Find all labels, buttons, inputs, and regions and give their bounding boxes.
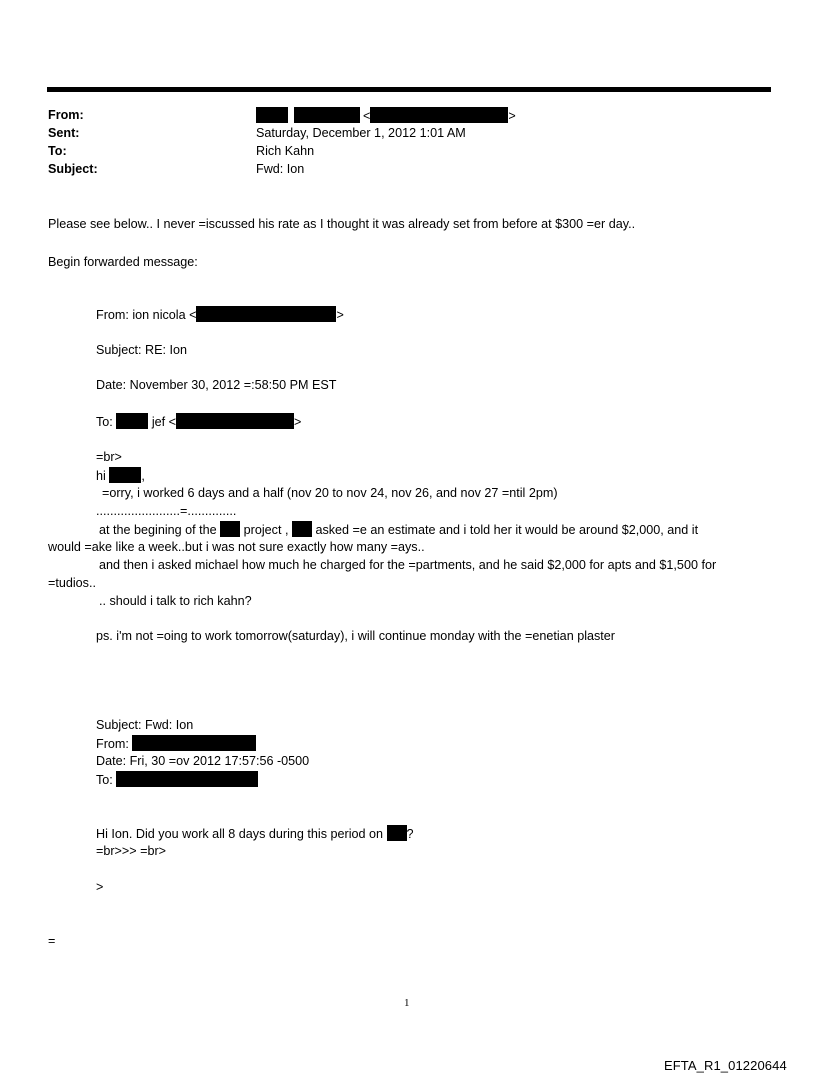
from-open-bracket: < [363,109,371,123]
bates-number: EFTA_R1_01220644 [664,1058,787,1073]
fwd1-sorry-line: =orry, i worked 6 days and a half (nov 20 to nov 24, nov 26, and nov 27 =ntil 2pm) [102,486,558,500]
redaction-block [370,107,508,123]
fwd1-date: Date: November 30, 2012 =:58:50 PM EST [96,378,337,392]
fwd1-ps-line: ps. i'm not =oing to work tomorrow(saturday), i will continue monday with the =enetian plaster [96,629,615,643]
fwd2-date: Date: Fri, 30 =ov 2012 17:57:56 -0500 [96,754,310,768]
sent-value: Saturday, December 1, 2012 1:01 AM [256,126,466,140]
begin-part-a: at the begining of the [99,523,217,537]
redaction-block [387,825,407,841]
question-part-b: ? [406,827,414,841]
fwd1-begin-line [99,521,698,539]
fwd2-to [96,771,258,789]
fwd1-greeting [96,467,145,485]
header-rule [47,87,771,92]
to-value: Rich Kahn [256,144,315,158]
redaction-block [196,306,336,322]
to-label: To: [48,144,67,158]
intro-text: Please see below.. I never =iscussed his rate as I thought it was already set from before at $300 =er day.. [48,217,636,231]
redaction-block [220,521,240,537]
from-label: From: [48,108,84,122]
question-part-a: Hi Ion. Did you work all 8 days during this period on [96,827,384,841]
fwd1-then-line: and then i asked michael how much he charged for the =partments, and he said $2,000 for apts and $1,500 for [99,558,717,572]
subject-value: Fwd: Ion [256,162,305,176]
trailing-equals: = [48,934,56,948]
redaction-block [176,413,294,429]
fwd2-to-label: To: [96,773,113,787]
fwd1-to-suffix: > [293,415,302,429]
fwd1-from-prefix: From: ion nicola < [96,308,197,322]
fwd2-br-line: =br>>> =br> [96,844,167,858]
fwd2-from-label: From: [96,737,129,751]
fwd1-br: =br> [96,450,122,464]
redaction-block [116,771,258,787]
fwd1-subject: Subject: RE: Ion [96,343,188,357]
redaction-block [256,107,288,123]
redaction-block [109,467,141,483]
sent-label: Sent: [48,126,80,140]
greeting-comma: , [141,469,145,483]
redaction-block [132,735,256,751]
forward-note: Begin forwarded message: [48,255,198,269]
fwd1-begin-wrap: would =ake like a week..but i was not sure exactly how many =ays.. [48,540,425,554]
fwd1-then-wrap: =tudios.. [48,576,96,590]
from-close-bracket: > [508,109,516,123]
fwd2-from [96,735,256,753]
redaction-block [292,521,312,537]
begin-part-c: asked =e an estimate and i told her it would be around $2,000, and it [315,523,699,537]
begin-part-b: project , [243,523,289,537]
redaction-block [294,107,360,123]
fwd2-question [96,825,414,843]
fwd1-from-suffix: > [336,308,344,322]
fwd1-to [96,413,301,431]
fwd1-to-prefix: To: [96,415,113,429]
greeting-hi: hi [96,469,106,483]
subject-label: Subject: [48,162,98,176]
from-value [256,107,516,125]
fwd2-subject: Subject: Fwd: Ion [96,718,194,732]
fwd2-gt-line: > [96,880,104,894]
fwd1-dots-line: ........................=.............. [96,504,237,518]
redaction-block [116,413,148,429]
page-number: 1 [404,997,410,1009]
fwd1-to-mid: jef < [151,415,176,429]
fwd1-from [96,306,344,324]
fwd1-should-line: .. should i talk to rich kahn? [99,594,252,608]
